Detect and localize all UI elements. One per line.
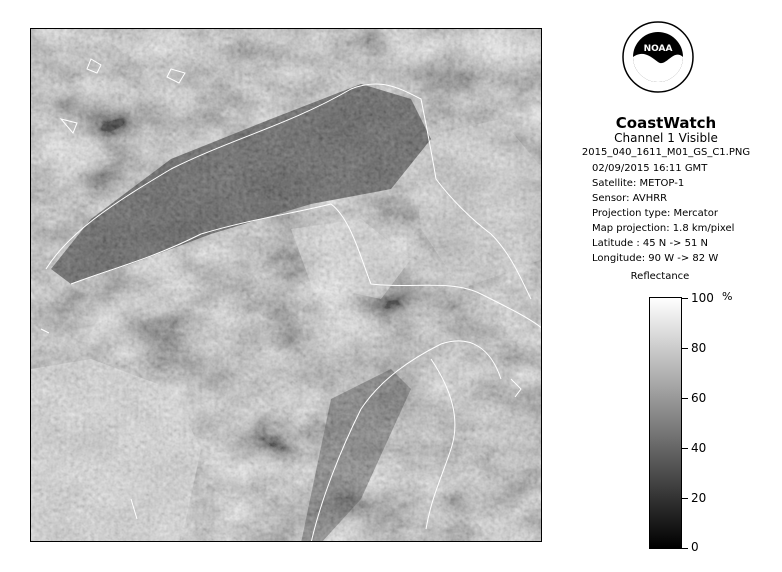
page-title: CoastWatch [615,114,717,132]
sensor-label: Sensor: AVHRR [592,193,668,204]
latitude-label: Latitude : 45 N -> 51 N [592,238,708,249]
colorbar-tick-label: 80 [691,341,707,355]
colorbar-tick-label: 100 [691,291,714,305]
projection-type-label: Projection type: Mercator [592,208,718,219]
colorbar-tick [682,548,688,549]
satellite-image [30,28,542,542]
date-time-label: 02/09/2015 16:11 GMT [592,163,708,174]
noaa-logo-text: NOAA [643,44,673,54]
colorbar-tick [682,498,688,499]
colorbar-tick [682,348,688,349]
colorbar-tick [682,448,688,449]
colorbar-unit: % [722,290,733,303]
colorbar-title: Reflectance [630,271,690,282]
satellite-imagery-svg [31,29,542,542]
map-projection-label: Map projection: 1.8 km/pixel [592,223,735,234]
noaa-logo [621,20,695,94]
longitude-label: Longitude: 90 W -> 82 W [592,253,719,264]
colorbar-tick [682,398,688,399]
colorbar-tick-label: 0 [691,540,699,554]
colorbar-tick [682,298,688,299]
channel-subtitle: Channel 1 Visible [614,131,718,145]
colorbar-tick-label: 20 [691,491,707,505]
satellite-label: Satellite: METOP-1 [592,178,685,189]
reflectance-colorbar [649,297,682,549]
filename-label: 2015_040_1611_M01_GS_C1.PNG [581,147,751,158]
colorbar-tick-label: 40 [691,441,707,455]
colorbar-tick-label: 60 [691,391,707,405]
